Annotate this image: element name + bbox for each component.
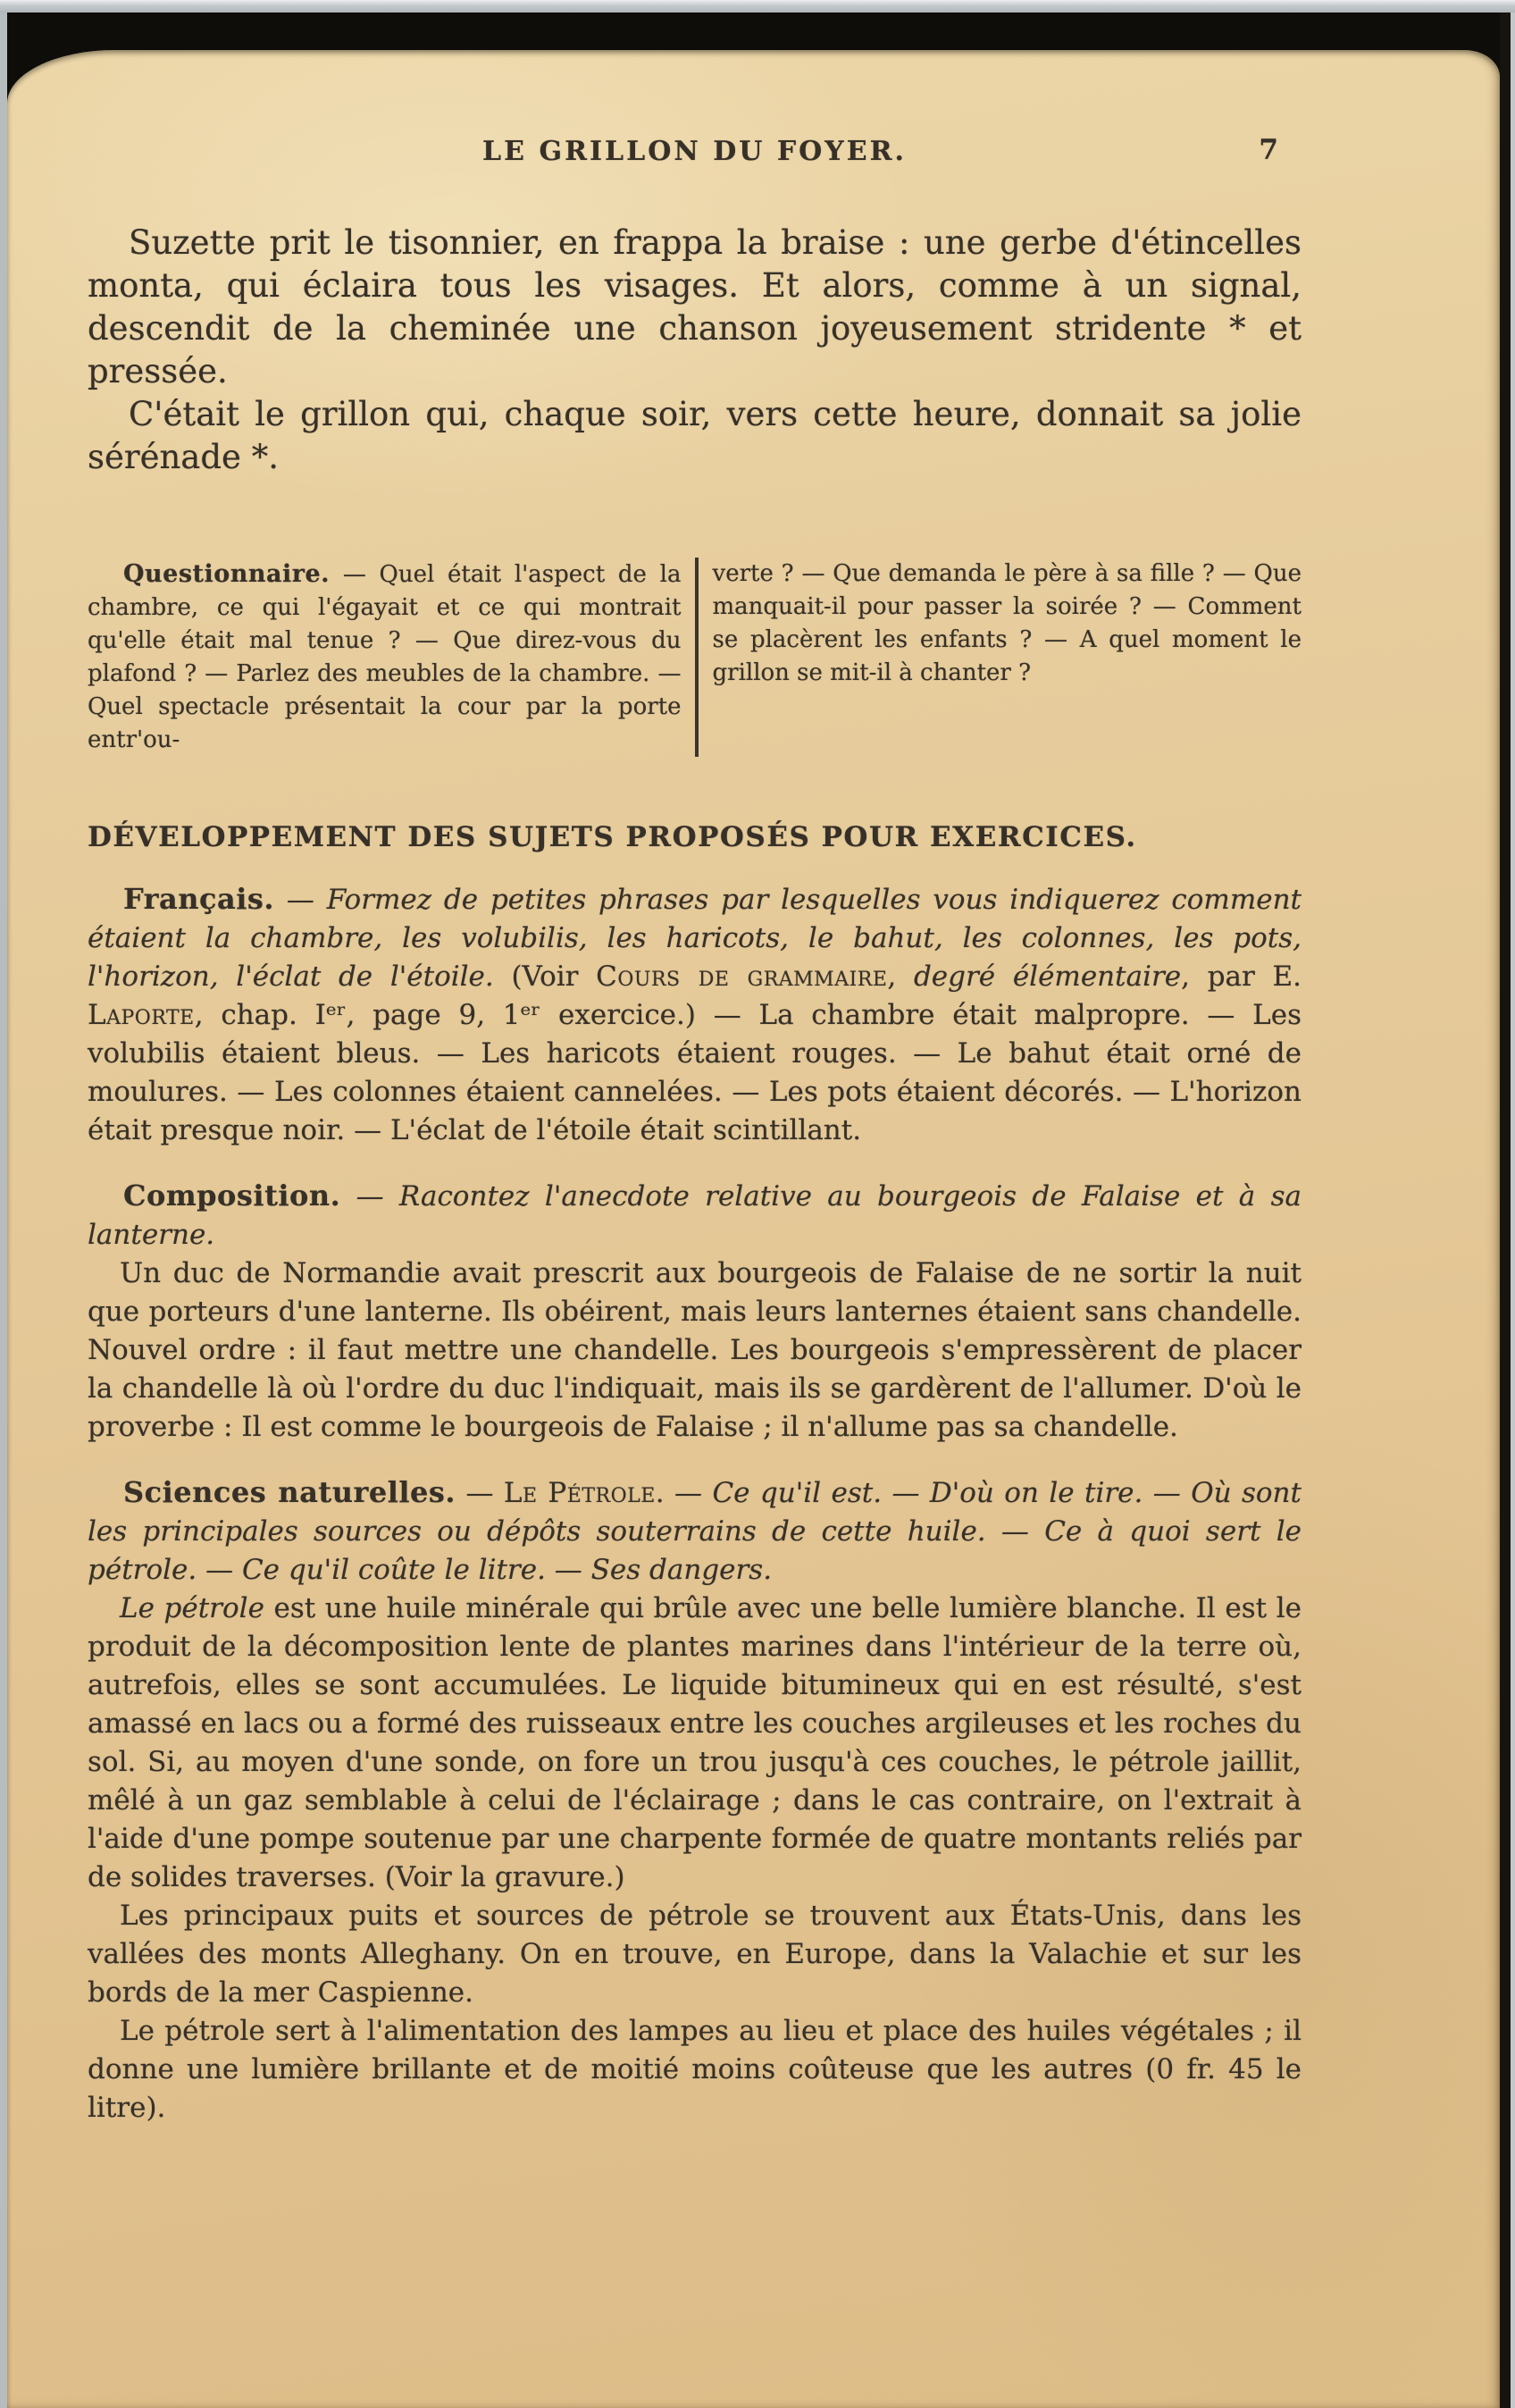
page-number: 7 [1259, 134, 1278, 166]
francais-answers: — La chambre était malpropre. — Les volubilis étaient bleus. — Les haricots étaient rouges. — Le bahut était orné de moulures. — Les colonnes étaient cannelées. — Les pots étaient décorés. — L'horizon était presque noir. — L'éclat de l'étoile était scintillant. [88, 999, 1302, 1146]
questionnaire-section [88, 558, 1302, 757]
page-paper [7, 50, 1500, 2408]
petrole-paragraph-1-rest: est une huile minérale qui brûle avec une belle lumière blanche. Il est le produit de la décomposition lente de plantes marines dans l'intérieur de la terre où, autrefois, elles se sont accumulées. Le liquide bitumineux qui en est résulté, s'est amassé en lacs ou a formé des ruisseaux entre les couches argileuses et les roches du sol. Si, au moyen d'une sonde, on fore un trou jusqu'à ces couches, le pétrole jaillit, mêlé à un gaz semblable à celui de l'éclairage ; dans le cas contraire, on l'extrait à l'aide d'une pompe soutenue par une charpente formée de quatre montants reliés par de solides traverses. (Voir la gravure.) [88, 1592, 1302, 1893]
scanner-bed-right-edge [1511, 0, 1515, 2408]
francais-label: Français. [123, 882, 275, 916]
francais-ref-degree: degré élémentaire [913, 961, 1182, 993]
sciences-label: Sciences naturelles. [123, 1475, 456, 1509]
development-heading: DÉVELOPPEMENT DES SUJETS PROPOSÉS POUR EXERCICES. [88, 821, 1137, 853]
sciences-prompt: — Ce qu'il est. — D'où on le tire. — Où sont les principales sources ou dépôts souterrains de cette huile. — Ce à quoi sert le pétrole. — Ce qu'il coûte le litre. — Ses dangers. [88, 1477, 1302, 1586]
petrole-paragraph-2: Les principaux puits et sources de pétrole se trouvent aux États-Unis, dans les vallées des monts Alleghany. On en trouve, en Europe, dans la Valachie et sur les bords de la mer Caspienne. [88, 1900, 1302, 2009]
composition-section [88, 1177, 1302, 1447]
page-content [7, 50, 1500, 2408]
petrole-paragraph-1-lead: Le pétrole [120, 1592, 264, 1624]
sciences-topic-period: . [655, 1477, 675, 1509]
composition-prompt: — Racontez l'anecdote relative au bourgeois de Falaise et à sa lanterne. [88, 1180, 1302, 1251]
composition-body: Un duc de Normandie avait prescrit aux bourgeois de Falaise de ne sortir la nuit que porteurs d'une lanterne. Ils obéirent, mais leurs lanternes étaient sans chandelle. Nouvel ordre : il faut mettre une chandelle. Les bourgeois s'empressèrent de placer la chandelle là où l'ordre du duc l'indiquait, mais ils se gardèrent de l'allumer. D'où le proverbe : Il est comme le bourgeois de Falaise ; il n'allume pas sa chandelle. [88, 1257, 1302, 1443]
questionnaire-left-column [88, 558, 695, 757]
intro-paragraph-2: C'était le grillon qui, chaque soir, vers cette heure, donnait sa jolie sérénade *. [88, 395, 1302, 476]
intro-passage [88, 222, 1302, 479]
sciences-title-line [88, 1473, 1302, 1590]
running-title: LE GRILLON DU FOYER. [482, 136, 907, 167]
francais-ref-author: Laporte [88, 999, 195, 1031]
sciences-section [88, 1473, 1302, 2127]
francais-paragraph [88, 880, 1302, 1150]
scanner-bed-left-edge [0, 0, 7, 2408]
francais-section [88, 880, 1302, 1150]
intro-paragraph-1: Suzette prit le tisonnier, en frappa la braise : une gerbe d'étincelles monta, qui éclaira tous les visages. Et alors, comme à un signal, descendit de la cheminée une chanson joyeusement stridente * et pressée. [88, 223, 1302, 390]
petrole-paragraph-3: Le pétrole sert à l'alimentation des lampes au lieu et place des huiles végétales ; il donne une lumière brillante et de moitié moins coûteuse que les autres (0 fr. 45 le litre). [88, 2015, 1302, 2124]
running-head [88, 136, 1302, 177]
francais-ref-book-title: Cours de grammaire [596, 961, 888, 993]
composition-label: Composition. [123, 1179, 341, 1212]
questionnaire-right-text: verte ? — Que demanda le père à sa fille ? — Que manquait-il pour passer la soirée ? — Comment se placèrent les enfants ? — A quel moment le grillon se mit-il à chanter ? [712, 560, 1302, 686]
page-right-edge-shadow [1500, 0, 1511, 2408]
composition-title-line [88, 1177, 1302, 1254]
petrole-paragraph-1 [88, 1590, 1302, 1897]
questionnaire-right-column [695, 558, 1302, 757]
questionnaire-left-text: — Quel était l'aspect de la chambre, ce qui l'égayait et ce qui montrait qu'elle était mal tenue ? — Que direz-vous du plafond ? — Parlez des meubles de la chambre. — Quel spectacle présentait la cour par la porte entr'ou- [88, 561, 682, 753]
scanner-bed-top-edge [0, 0, 1515, 13]
francais-prompt: — Formez de petites phrases par lesquelles vous indiquerez comment étaient la chambre, les volubilis, les haricots, le bahut, les colonnes, les pots, l'horizon, l'éclat de l'étoile. [88, 884, 1302, 993]
francais-ref-by: , par E. [1181, 961, 1302, 993]
francais-ref-comma: , [887, 961, 914, 993]
francais-ref-close: , chap. Iᵉʳ, page 9, 1ᵉʳ exercice.) [194, 999, 696, 1031]
sciences-topic: Le Pétrole [503, 1477, 656, 1509]
francais-ref-open: (Voir [493, 961, 597, 993]
questionnaire-label: Questionnaire. [123, 560, 331, 588]
sciences-dash: — [456, 1477, 504, 1509]
